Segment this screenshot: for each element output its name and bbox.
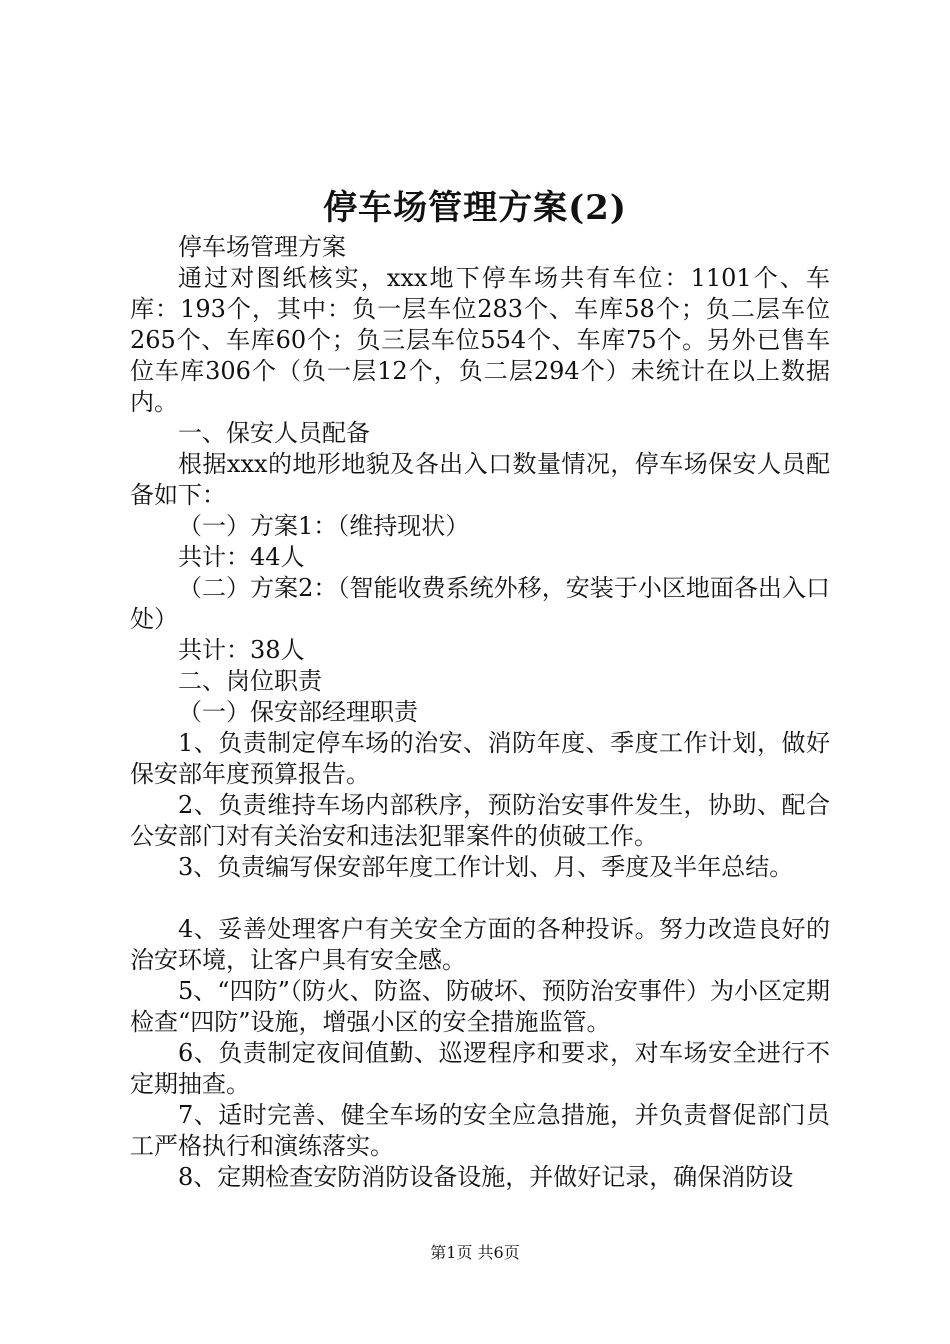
document-title: 停车场管理方案(2): [323, 188, 627, 228]
duty-item-3: 3、负责编写保安部年度工作计划、月、季度及半年总结。: [178, 853, 794, 881]
section-heading-staffing: 一、保安人员配备: [178, 419, 370, 447]
duty-item-1: 1、负责制定停车场的治安、消防年度、季度工作计划，做好保安部年度预算报告。: [130, 729, 830, 788]
document-body: [130, 232, 830, 1193]
paragraph-intro: 通过对图纸核实，xxx地下停车场共有车位：1101个、车库：193个，其中：负一层车位283个、车库58个；负二层车位265个、车库60个；负三层车位554个、车库75个。另外已售车位车库306个（负一层12个，负二层294个）未统计在以上数据内。: [130, 264, 830, 416]
plan-1-heading: （一）方案1：（维持现状）: [178, 512, 470, 540]
duty-item-6: 6、负责制定夜间值勤、巡逻程序和要求，对车场安全进行不定期抽查。: [130, 1039, 830, 1098]
paragraph-heading: 停车场管理方案: [178, 233, 346, 261]
duty-item-5: 5、“四防”（防火、防盗、防破坏、预防治安事件）为小区定期检查“四防”设施，增强小区的安全措施监管。: [130, 977, 830, 1036]
plan-2-total: 共计：38人: [178, 636, 305, 664]
paragraph-staffing: 根据xxx的地形地貌及各出入口数量情况，停车场保安人员配备如下：: [130, 450, 830, 509]
section-heading-duties: 二、岗位职责: [178, 667, 322, 695]
duty-item-7: 7、适时完善、健全车场的安全应急措施，并负责督促部门员工严格执行和演练落实。: [130, 1101, 830, 1160]
subsection-heading-manager: （一）保安部经理职责: [178, 698, 418, 726]
duty-item-8: 8、定期检查安防消防设备设施，并做好记录，确保消防设: [178, 1163, 794, 1191]
plan-2-heading: （二）方案2：（智能收费系统外移，安装于小区地面各出入口处）: [130, 574, 830, 633]
page-footer: 第1页 共6页: [430, 1243, 520, 1262]
plan-1-total: 共计：44人: [178, 543, 305, 571]
duty-item-4: 4、妥善处理客户有关安全方面的各种投诉。努力改造良好的治安环境，让客户具有安全感。: [130, 915, 830, 974]
duty-item-2: 2、负责维持车场内部秩序，预防治安事件发生，协助、配合公安部门对有关治安和违法犯罪案件的侦破工作。: [130, 791, 830, 850]
